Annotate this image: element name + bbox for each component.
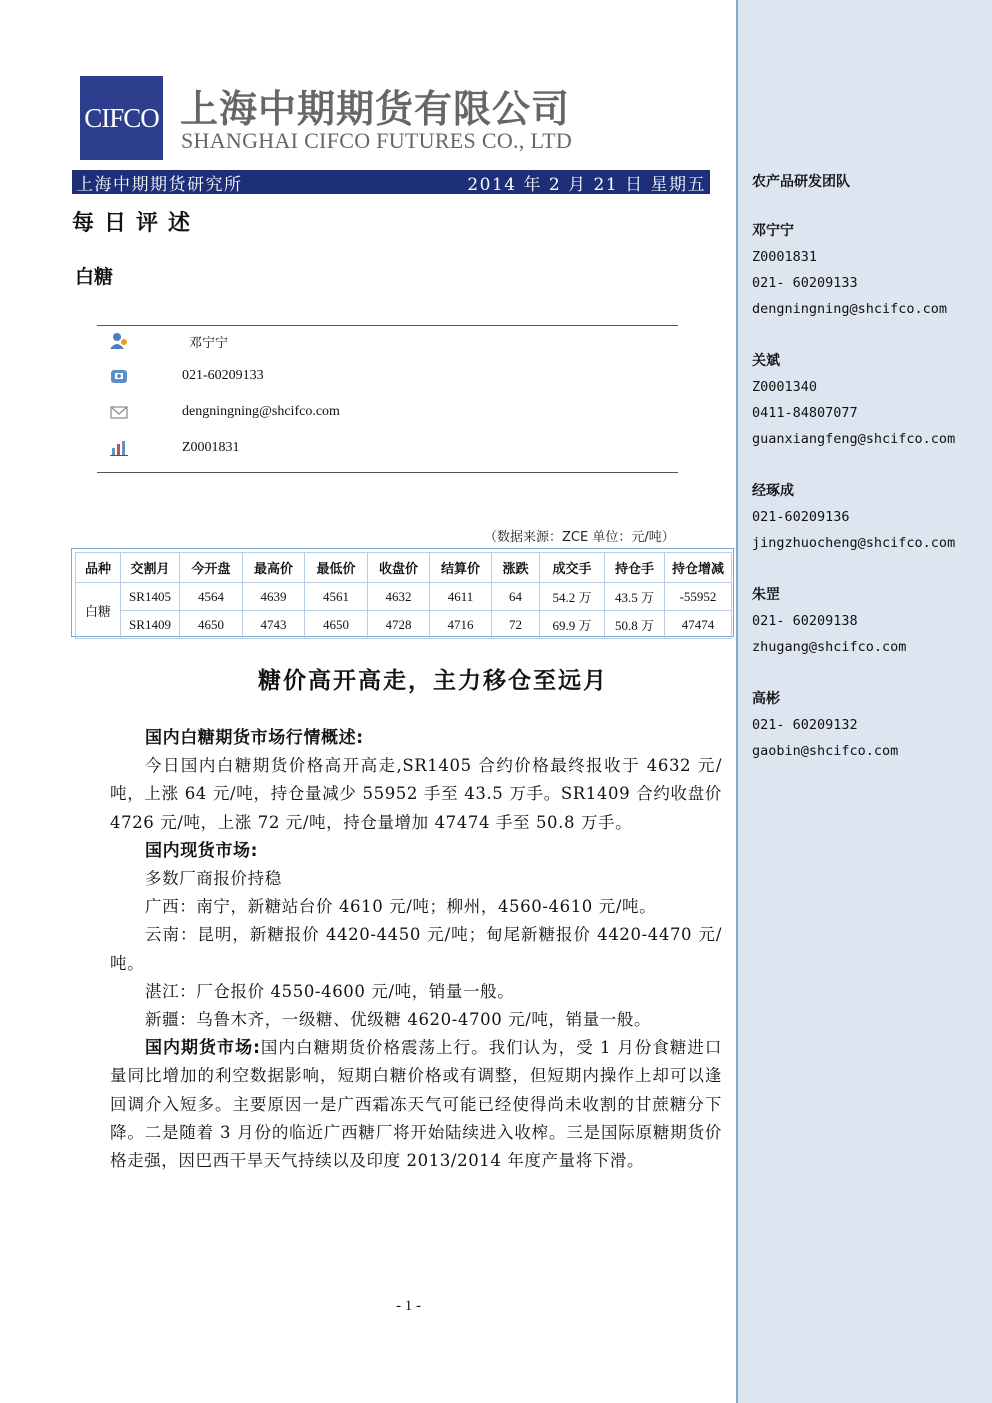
- member-phone: 021- 60209133: [752, 275, 858, 291]
- quotes-table: [75, 552, 732, 639]
- member-email[interactable]: gaobin@shcifco.com: [752, 743, 899, 759]
- article-headline: 糖价高开高走，主力移仓至远月: [258, 668, 608, 694]
- table-header: 品种: [76, 553, 121, 583]
- logo-text: CIFCO: [84, 102, 159, 133]
- team-sidebar: [736, 0, 992, 1403]
- page-number: - 1 -: [396, 1298, 421, 1314]
- table-cell: 4564: [180, 583, 243, 611]
- table-header: 持仓手: [605, 553, 665, 583]
- table-cell: SR1409: [121, 611, 180, 639]
- table-cell-variety: 白糖: [76, 583, 121, 639]
- phone-icon: [109, 367, 129, 385]
- table-cell: 4639: [243, 583, 305, 611]
- member-name: 高彬: [752, 691, 780, 707]
- mail-icon: [109, 403, 129, 421]
- paragraph-futures-market: 国内白糖期货价格震荡上行。我们认为，受 1 月份食糖进口量同比增加的利空数据影响，短期白糖价格或有调整，但短期内操作上却可以逢回调介入短多。主要原因一是广西霜冻天气可能已经使得尚未收割的甘蔗糖分下降。二是随着 3 月份的临近广西糖厂将开始陆续进入收榨。三是国际原糖期货价格走强，因巴西干旱天气持续以及印度 2013/2014 年度产量将下滑。: [110, 1038, 722, 1171]
- table-cell: 69.9 万: [540, 611, 605, 639]
- table-header: 成交手: [540, 553, 605, 583]
- contact-name: 邓宁宁: [189, 335, 229, 351]
- subheading-market-overview: 国内白糖期货市场行情概述:: [145, 728, 364, 748]
- team-member: [752, 582, 906, 660]
- table-cell: -55952: [665, 583, 732, 611]
- subheading-spot-market: 国内现货市场:: [145, 840, 258, 861]
- spot-summary: 多数厂商报价持稳: [145, 869, 282, 889]
- member-email[interactable]: guanxiangfeng@shcifco.com: [752, 431, 956, 447]
- table-cell: 50.8 万: [605, 611, 665, 639]
- member-name: 朱罡: [752, 587, 780, 603]
- table-header: 交割月: [121, 553, 180, 583]
- table-header: 最高价: [243, 553, 305, 583]
- table-cell: 4632: [368, 583, 430, 611]
- commodity-title: 白糖: [75, 266, 114, 288]
- table-header: 收盘价: [368, 553, 430, 583]
- table-cell: 4743: [243, 611, 305, 639]
- member-email[interactable]: dengningning@shcifco.com: [752, 301, 948, 317]
- company-logo: [80, 76, 163, 160]
- person-icon: [109, 332, 129, 350]
- member-phone: 021- 60209132: [752, 717, 858, 733]
- team-member: [752, 348, 955, 452]
- spot-zhanjiang: 湛江：厂仓报价 4550-4600 元/吨，销量一般。: [145, 981, 515, 1001]
- table-cell: SR1405: [121, 583, 180, 611]
- member-name: 关斌: [752, 353, 780, 369]
- article-body: [110, 724, 722, 1175]
- title-bar: [72, 170, 710, 194]
- company-name-cn: 上海中期期货有限公司: [180, 87, 571, 131]
- data-source-note: （数据来源：ZCE 单位：元/吨）: [484, 530, 675, 545]
- table-header: 最低价: [305, 553, 368, 583]
- table-cell: 4650: [305, 611, 368, 639]
- table-cell: 4561: [305, 583, 368, 611]
- section-title: 每日评述: [72, 210, 201, 236]
- table-row: [76, 611, 732, 639]
- chart-icon: [109, 439, 129, 457]
- table-cell: 4728: [368, 611, 430, 639]
- member-name: 经琢成: [752, 483, 794, 499]
- member-phone: 021- 60209138: [752, 613, 858, 629]
- member-license: Z0001340: [752, 379, 818, 395]
- table-cell: 47474: [665, 611, 732, 639]
- member-name: 邓宁宁: [752, 223, 794, 239]
- table-cell: 4650: [180, 611, 243, 639]
- team-member: [752, 686, 898, 764]
- table-cell: 4716: [430, 611, 492, 639]
- member-license: Z0001831: [752, 249, 818, 265]
- table-header: 持仓增减: [665, 553, 732, 583]
- paragraph-market-overview: 今日国内白糖期货价格高开高走,SR1405 合约价格最终报收于 4632 元/吨，上涨 64 元/吨，持仓量减少 55952 手至 43.5 万手。SR1409 合约收盘价 4726 元/吨，上涨 72 元/吨，持仓量增加 47474 手至 50.8 万手。: [110, 756, 722, 832]
- spot-yunnan: 云南：昆明，新糖报价 4420-4450 元/吨；甸尾新糖报价 4420-4470 元/吨。: [110, 925, 722, 973]
- table-header: 涨跌: [492, 553, 540, 583]
- institute-name: 上海中期期货研究所: [76, 174, 243, 195]
- table-cell: 4611: [430, 583, 492, 611]
- report-date: 2014 年 2 月 21 日 星期五: [467, 174, 706, 195]
- table-cell: 72: [492, 611, 540, 639]
- member-phone: 021-60209136: [752, 509, 850, 525]
- table-cell: 43.5 万: [605, 583, 665, 611]
- team-title: 农产品研发团队: [752, 174, 850, 190]
- spot-guangxi: 广西：南宁，新糖站台价 4610 元/吨；柳州，4560-4610 元/吨。: [145, 897, 657, 917]
- table-row: [76, 583, 732, 611]
- table-cell: 54.2 万: [540, 583, 605, 611]
- table-header-row: [76, 553, 732, 583]
- contact-license: Z0001831: [182, 440, 240, 455]
- market-data-table: [71, 548, 734, 637]
- member-email[interactable]: zhugang@shcifco.com: [752, 639, 907, 655]
- spot-xinjiang: 新疆：乌鲁木齐，一级糖、优级糖 4620-4700 元/吨，销量一般。: [145, 1010, 652, 1030]
- table-cell: 64: [492, 583, 540, 611]
- table-header: 结算价: [430, 553, 492, 583]
- contact-phone: 021-60209133: [182, 368, 264, 383]
- subheading-futures-market: 国内期货市场:: [145, 1038, 261, 1059]
- company-name-en: SHANGHAI CIFCO FUTURES CO., LTD: [181, 128, 573, 153]
- analyst-contact-card: [97, 325, 678, 473]
- contact-email[interactable]: dengningning@shcifco.com: [182, 404, 340, 419]
- member-email[interactable]: jingzhuocheng@shcifco.com: [752, 535, 956, 551]
- table-header: 今开盘: [180, 553, 243, 583]
- team-member: [752, 478, 955, 556]
- member-phone: 0411-84807077: [752, 405, 858, 421]
- team-member: [752, 218, 947, 322]
